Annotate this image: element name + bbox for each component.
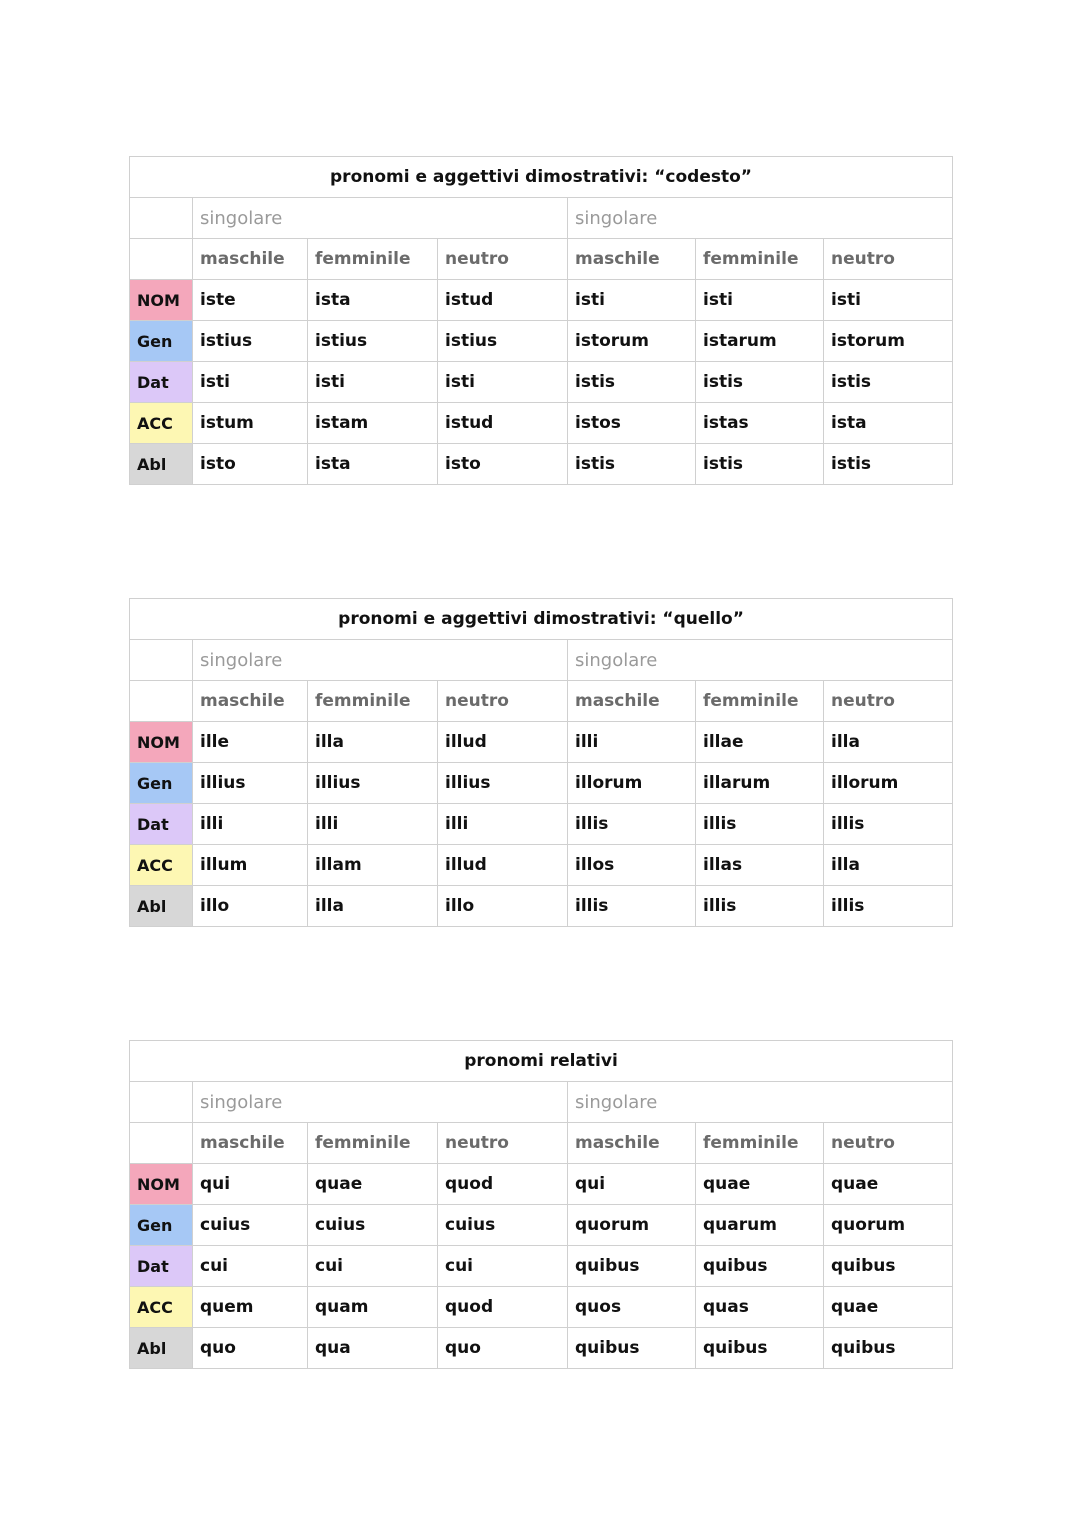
case-label-acc: ACC: [130, 845, 193, 886]
form-cell: istorum: [568, 321, 696, 362]
declension-table-codesto: [129, 156, 953, 485]
form-cell: illam: [308, 845, 438, 886]
form-cell: ista: [308, 444, 438, 485]
gender-header: femminile: [308, 1123, 438, 1164]
form-cell: illis: [824, 886, 953, 927]
gender-header: femminile: [308, 239, 438, 280]
form-cell: illud: [438, 845, 568, 886]
number-header-row: [130, 640, 953, 681]
form-cell: isti: [308, 362, 438, 403]
form-cell: qua: [308, 1328, 438, 1369]
gender-header: maschile: [568, 681, 696, 722]
case-row-abl: [130, 886, 953, 927]
gender-header: maschile: [568, 239, 696, 280]
case-row-dat: [130, 804, 953, 845]
gender-header-row: [130, 681, 953, 722]
corner-cell: [130, 198, 193, 239]
form-cell: quibus: [824, 1246, 953, 1287]
form-cell: ista: [308, 280, 438, 321]
title-row: [130, 599, 953, 640]
form-cell: illis: [568, 886, 696, 927]
form-cell: cuius: [438, 1205, 568, 1246]
form-cell: illis: [696, 804, 824, 845]
form-cell: isti: [824, 280, 953, 321]
number-header: singolare: [193, 640, 568, 681]
form-cell: illi: [193, 804, 308, 845]
gender-header: neutro: [824, 1123, 953, 1164]
form-cell: istis: [568, 362, 696, 403]
form-cell: istas: [696, 403, 824, 444]
case-label-gen: Gen: [130, 321, 193, 362]
number-header: singolare: [568, 198, 953, 239]
form-cell: isti: [193, 362, 308, 403]
form-cell: illo: [193, 886, 308, 927]
gender-header: neutro: [824, 239, 953, 280]
table-title: pronomi relativi: [130, 1041, 953, 1082]
number-header: singolare: [568, 1082, 953, 1123]
form-cell: quas: [696, 1287, 824, 1328]
form-cell: illarum: [696, 763, 824, 804]
declension-table-quello: [129, 598, 953, 927]
number-header-row: [130, 198, 953, 239]
form-cell: isto: [193, 444, 308, 485]
case-row-gen: [130, 763, 953, 804]
form-cell: istum: [193, 403, 308, 444]
form-cell: cui: [308, 1246, 438, 1287]
form-cell: illa: [824, 722, 953, 763]
form-cell: quae: [824, 1164, 953, 1205]
gender-header-row: [130, 1123, 953, 1164]
gender-header-row: [130, 239, 953, 280]
form-cell: isti: [568, 280, 696, 321]
number-header: singolare: [568, 640, 953, 681]
case-row-acc: [130, 845, 953, 886]
gender-header: neutro: [438, 681, 568, 722]
form-cell: istos: [568, 403, 696, 444]
gender-header: femminile: [696, 681, 824, 722]
form-cell: quibus: [568, 1246, 696, 1287]
form-cell: quo: [193, 1328, 308, 1369]
form-cell: illa: [824, 845, 953, 886]
form-cell: quorum: [824, 1205, 953, 1246]
case-row-abl: [130, 444, 953, 485]
gender-header: femminile: [696, 1123, 824, 1164]
form-cell: illius: [308, 763, 438, 804]
form-cell: quae: [696, 1164, 824, 1205]
case-row-nom: [130, 1164, 953, 1205]
corner-cell: [130, 640, 193, 681]
case-row-acc: [130, 403, 953, 444]
form-cell: illius: [438, 763, 568, 804]
form-cell: quibus: [696, 1328, 824, 1369]
corner-cell: [130, 1082, 193, 1123]
case-label-nom: NOM: [130, 722, 193, 763]
number-header-row: [130, 1082, 953, 1123]
case-label-gen: Gen: [130, 1205, 193, 1246]
form-cell: quae: [824, 1287, 953, 1328]
form-cell: illae: [696, 722, 824, 763]
form-cell: illis: [824, 804, 953, 845]
case-label-abl: Abl: [130, 1328, 193, 1369]
form-cell: illud: [438, 722, 568, 763]
form-cell: qui: [568, 1164, 696, 1205]
form-cell: quarum: [696, 1205, 824, 1246]
table-title: pronomi e aggettivi dimostrativi: “codesto”: [130, 157, 953, 198]
form-cell: illo: [438, 886, 568, 927]
case-row-nom: [130, 280, 953, 321]
form-cell: illas: [696, 845, 824, 886]
case-label-nom: NOM: [130, 280, 193, 321]
form-cell: quorum: [568, 1205, 696, 1246]
case-row-abl: [130, 1328, 953, 1369]
declension-table-relativi: [129, 1040, 953, 1369]
form-cell: quod: [438, 1164, 568, 1205]
form-cell: quod: [438, 1287, 568, 1328]
form-cell: istis: [696, 444, 824, 485]
gender-header: maschile: [193, 1123, 308, 1164]
form-cell: illis: [696, 886, 824, 927]
gender-header: maschile: [193, 239, 308, 280]
form-cell: illi: [308, 804, 438, 845]
gender-header: neutro: [438, 239, 568, 280]
form-cell: istud: [438, 280, 568, 321]
gender-header: neutro: [824, 681, 953, 722]
gender-header: femminile: [308, 681, 438, 722]
form-cell: istius: [308, 321, 438, 362]
case-label-acc: ACC: [130, 403, 193, 444]
gender-header: neutro: [438, 1123, 568, 1164]
case-label-abl: Abl: [130, 886, 193, 927]
gender-header: maschile: [568, 1123, 696, 1164]
number-header: singolare: [193, 1082, 568, 1123]
form-cell: quem: [193, 1287, 308, 1328]
gender-header: femminile: [696, 239, 824, 280]
form-cell: istarum: [696, 321, 824, 362]
corner-cell: [130, 239, 193, 280]
form-cell: qui: [193, 1164, 308, 1205]
form-cell: istis: [824, 362, 953, 403]
form-cell: iste: [193, 280, 308, 321]
title-row: [130, 157, 953, 198]
case-label-abl: Abl: [130, 444, 193, 485]
corner-cell: [130, 681, 193, 722]
form-cell: cui: [193, 1246, 308, 1287]
case-label-dat: Dat: [130, 362, 193, 403]
form-cell: isti: [438, 362, 568, 403]
form-cell: istorum: [824, 321, 953, 362]
form-cell: quibus: [696, 1246, 824, 1287]
case-label-dat: Dat: [130, 804, 193, 845]
form-cell: istius: [438, 321, 568, 362]
case-label-acc: ACC: [130, 1287, 193, 1328]
form-cell: illorum: [568, 763, 696, 804]
form-cell: quo: [438, 1328, 568, 1369]
case-row-dat: [130, 362, 953, 403]
form-cell: istis: [824, 444, 953, 485]
case-row-gen: [130, 321, 953, 362]
form-cell: istis: [696, 362, 824, 403]
form-cell: ille: [193, 722, 308, 763]
case-label-gen: Gen: [130, 763, 193, 804]
form-cell: cuius: [193, 1205, 308, 1246]
table-title: pronomi e aggettivi dimostrativi: “quello”: [130, 599, 953, 640]
form-cell: illa: [308, 886, 438, 927]
form-cell: cui: [438, 1246, 568, 1287]
form-cell: illa: [308, 722, 438, 763]
form-cell: ista: [824, 403, 953, 444]
form-cell: quibus: [568, 1328, 696, 1369]
form-cell: istud: [438, 403, 568, 444]
case-row-acc: [130, 1287, 953, 1328]
form-cell: illius: [193, 763, 308, 804]
form-cell: illi: [568, 722, 696, 763]
form-cell: illorum: [824, 763, 953, 804]
form-cell: istius: [193, 321, 308, 362]
corner-cell: [130, 1123, 193, 1164]
form-cell: illis: [568, 804, 696, 845]
case-label-dat: Dat: [130, 1246, 193, 1287]
gender-header: maschile: [193, 681, 308, 722]
form-cell: quos: [568, 1287, 696, 1328]
case-row-dat: [130, 1246, 953, 1287]
form-cell: quibus: [824, 1328, 953, 1369]
form-cell: quae: [308, 1164, 438, 1205]
number-header: singolare: [193, 198, 568, 239]
case-row-nom: [130, 722, 953, 763]
case-row-gen: [130, 1205, 953, 1246]
form-cell: cuius: [308, 1205, 438, 1246]
form-cell: illos: [568, 845, 696, 886]
form-cell: illum: [193, 845, 308, 886]
form-cell: istam: [308, 403, 438, 444]
form-cell: isti: [696, 280, 824, 321]
title-row: [130, 1041, 953, 1082]
form-cell: quam: [308, 1287, 438, 1328]
form-cell: istis: [568, 444, 696, 485]
form-cell: illi: [438, 804, 568, 845]
case-label-nom: NOM: [130, 1164, 193, 1205]
form-cell: isto: [438, 444, 568, 485]
